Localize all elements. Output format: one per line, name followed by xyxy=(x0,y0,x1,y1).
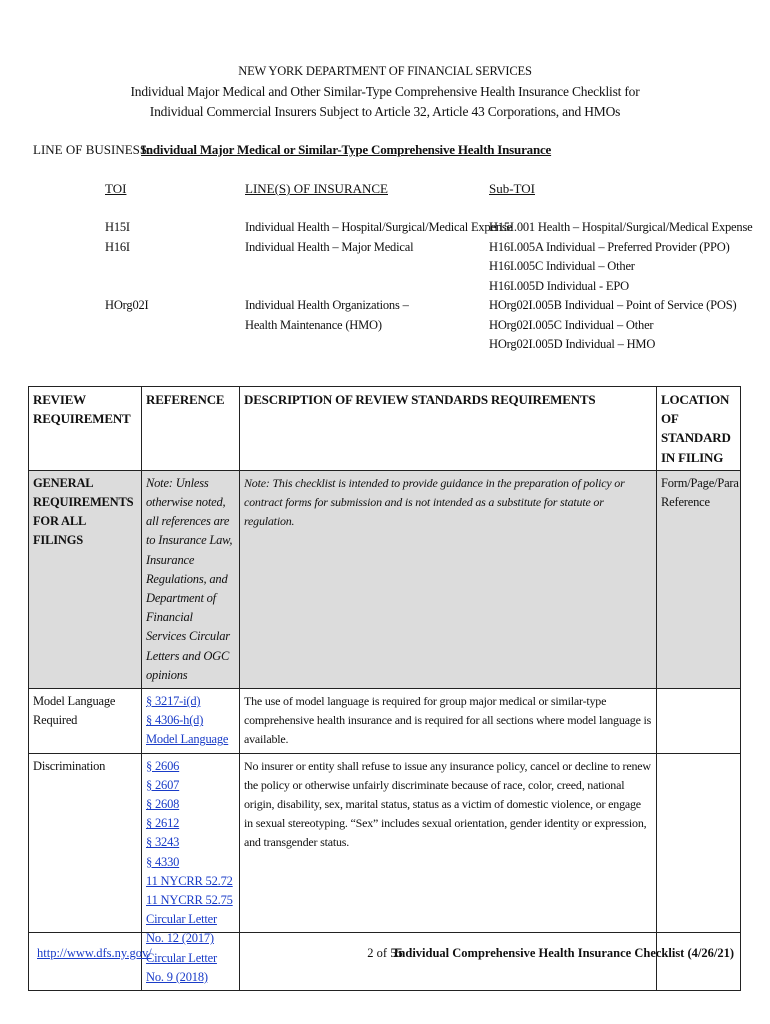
description-cell: The use of model language is required for group major medical or similar-type comprehensive health insurance and is required for all sections where model language is available. xyxy=(240,689,657,754)
reference-link[interactable]: § 2612 xyxy=(146,816,180,831)
lines-of-insurance-header: LINE(S) OF INSURANCE xyxy=(245,181,388,196)
footer-website-link[interactable]: http://www.dfs.ny.gov/ xyxy=(37,946,152,960)
reference-link[interactable]: § 4306-h(d) xyxy=(146,713,204,728)
description-cell: No insurer or entity shall refuse to issue any insurance policy, cancel or decline to renew the policy or otherwise unfairly discriminate because of race, color, creed, national origin, disability, sex, marital status, status as a victim of domestic violence, or engage in sexual stereotyping. “Sex” includes sexual orientation, gender identity or expression, and transgender status. xyxy=(240,753,657,990)
sub-toi-item: H16I.005D Individual - EPO xyxy=(489,278,629,293)
review-requirement-cell: Discrimination xyxy=(29,753,142,990)
line-of-insurance-item: Individual Health – Hospital/Surgical/Medical Expense xyxy=(245,220,512,234)
review-requirement-cell: Model Language Required xyxy=(29,689,142,754)
reference-note-cell: Note: Unless otherwise noted, all references are to Insurance Law, Insurance Regulations, and Department of Financial Services Circular Letters and OGC opinions xyxy=(142,470,240,688)
line-of-business-value: Individual Major Medical or Similar-Type Comprehensive Health Insurance xyxy=(141,142,552,157)
reference-link[interactable]: Model Language xyxy=(146,732,229,747)
reference-link[interactable]: Circular Letter No. 12 (2017) xyxy=(146,912,217,946)
sub-toi-item: H15I.001 Health – Hospital/Surgical/Medical Expense xyxy=(489,220,753,234)
lines-of-insurance-list xyxy=(245,218,512,335)
sub-toi-item: H16I.005C Individual – Other xyxy=(489,259,635,273)
location-cell[interactable]: Form/Page/Para Reference xyxy=(657,470,741,688)
footer-divider xyxy=(28,932,740,933)
toi-header: TOI xyxy=(105,181,127,196)
table-header-row xyxy=(29,387,741,471)
review-requirement-cell: GENERAL REQUIREMENTS FOR ALL FILINGS xyxy=(29,470,142,688)
sub-toi-header: Sub-TOI xyxy=(489,181,535,196)
reference-link[interactable]: § 2606 xyxy=(146,758,180,773)
toi-list xyxy=(105,218,149,316)
sub-toi-item: HOrg02I.005D Individual – HMO xyxy=(489,337,656,351)
description-header: DESCRIPTION OF REVIEW STANDARDS REQUIREMENTS xyxy=(240,387,657,471)
toi-item: HOrg02I xyxy=(105,298,149,312)
toi-item: H15I xyxy=(105,220,130,234)
location-header: LOCATION OF STANDARD IN FILING xyxy=(657,387,741,471)
sub-toi-item: HOrg02I.005C Individual – Other xyxy=(489,317,654,332)
reference-link[interactable]: Circular Letter No. 9 (2018) xyxy=(146,950,217,984)
location-cell[interactable] xyxy=(657,689,741,754)
line-of-insurance-item: Health Maintenance (HMO) xyxy=(245,317,382,332)
description-cell: Note: This checklist is intended to provide guidance in the preparation of policy or contract forms for submission and is not intended as a substitute for statute or regulation. xyxy=(240,470,657,688)
reference-link[interactable]: 11 NYCRR 52.72 xyxy=(146,873,233,888)
reference-link[interactable]: § 2607 xyxy=(146,777,180,792)
reference-link[interactable]: § 2608 xyxy=(146,797,180,812)
footer-document-title: Individual Comprehensive Health Insurance Checklist (4/26/21) xyxy=(393,946,734,960)
agency-name: NEW YORK DEPARTMENT OF FINANCIAL SERVICES xyxy=(238,64,532,78)
checklist-title-line2: Individual Commercial Insurers Subject to Article 32, Article 43 Corporations, and HMOs xyxy=(149,104,621,119)
table-row xyxy=(29,689,741,754)
reference-link[interactable]: § 4330 xyxy=(146,854,180,869)
review-requirement-header: REVIEW REQUIREMENT xyxy=(29,387,142,471)
reference-link[interactable]: § 3217-i(d) xyxy=(146,694,201,709)
reference-header: REFERENCE xyxy=(142,387,240,471)
reference-link[interactable]: § 3243 xyxy=(146,835,180,850)
review-standards-table xyxy=(28,386,741,991)
line-of-insurance-item: Individual Health Organizations – xyxy=(245,298,409,312)
reference-link[interactable]: 11 NYCRR 52.75 xyxy=(146,893,233,908)
table-row xyxy=(29,470,741,688)
sub-toi-item: H16I.005A Individual – Preferred Provider (PPO) xyxy=(489,239,730,254)
toi-item: H16I xyxy=(105,239,130,254)
line-of-insurance-item: Individual Health – Major Medical xyxy=(245,239,414,254)
line-of-business-label: LINE OF BUSINESS: xyxy=(33,142,151,157)
reference-cell xyxy=(142,689,240,754)
checklist-title-line1: Individual Major Medical and Other Similar-Type Comprehensive Health Insurance Checklist for xyxy=(130,84,640,99)
sub-toi-list xyxy=(489,218,752,355)
page-number: 2 of 55 xyxy=(367,946,403,960)
sub-toi-item: HOrg02I.005B Individual – Point of Service (POS) xyxy=(489,298,737,312)
